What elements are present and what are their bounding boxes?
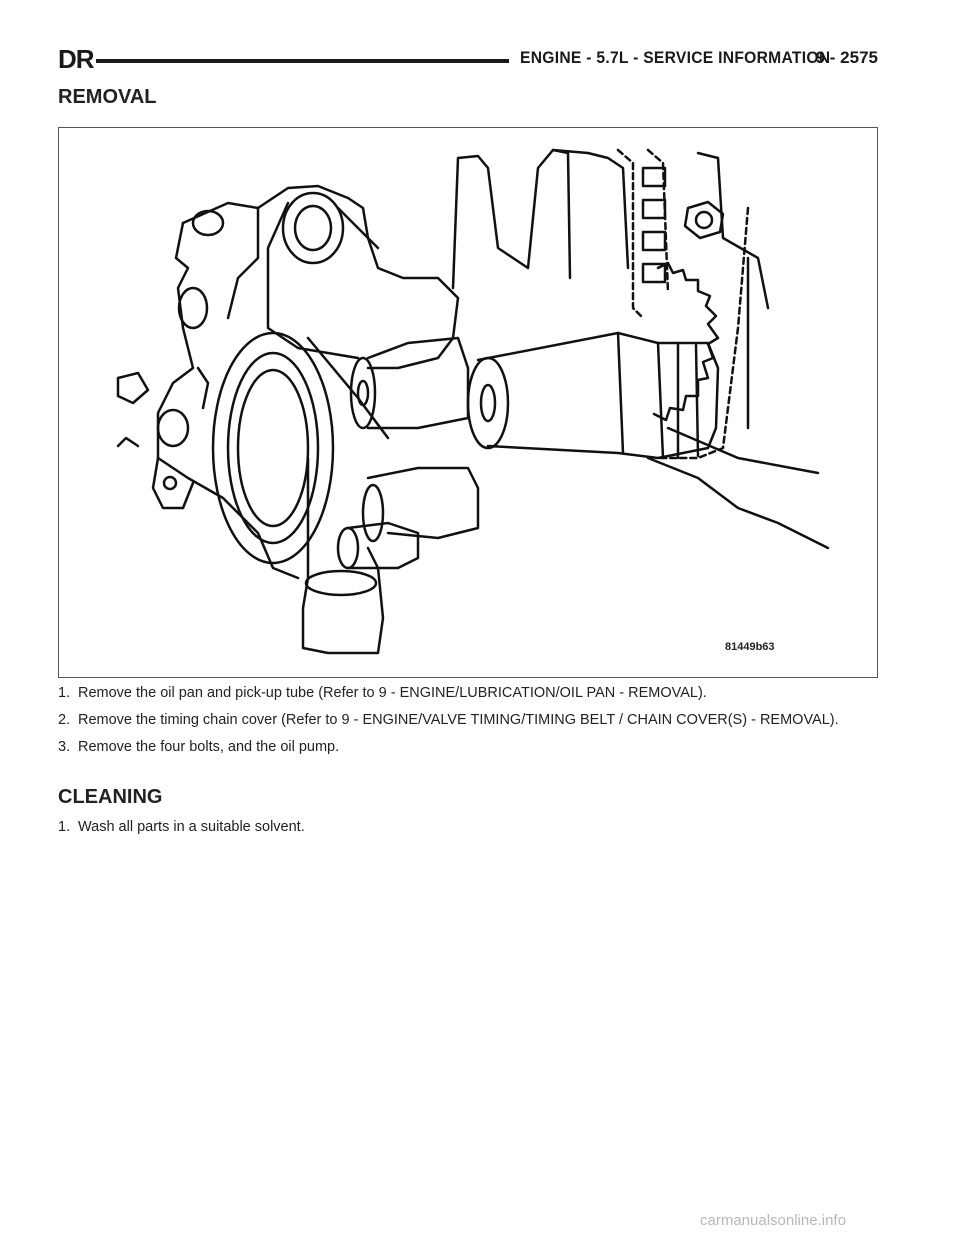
cleaning-step-1: 1. Wash all parts in a suitable solvent.	[58, 819, 305, 835]
header-rule	[96, 59, 509, 63]
page-number: 9 - 2575	[815, 48, 878, 67]
page-header	[58, 44, 878, 80]
removal-step-1: 1. Remove the oil pan and pick-up tube (Refer to 9 - ENGINE/LUBRICATION/OIL PAN - REMOVAL).	[58, 685, 707, 701]
figure-id: 81449b63	[725, 641, 775, 653]
oil-pump-figure	[58, 127, 878, 678]
removal-heading: REMOVAL	[58, 86, 157, 108]
removal-step-2: 2. Remove the timing chain cover (Refer to 9 - ENGINE/VALVE TIMING/TIMING BELT / CHAIN COVER(S) - REMOVAL).	[58, 712, 839, 728]
removal-steps	[58, 684, 878, 765]
cleaning-heading: CLEANING	[58, 786, 163, 808]
removal-step-3: 3. Remove the four bolts, and the oil pump.	[58, 739, 340, 755]
header-title: ENGINE - 5.7L - SERVICE INFORMATION	[520, 48, 831, 67]
model-code: DR	[58, 44, 94, 74]
oil-pump-illustration	[58, 128, 878, 677]
cleaning-steps	[58, 818, 878, 845]
watermark: carmanualsonline.info	[700, 1212, 846, 1229]
